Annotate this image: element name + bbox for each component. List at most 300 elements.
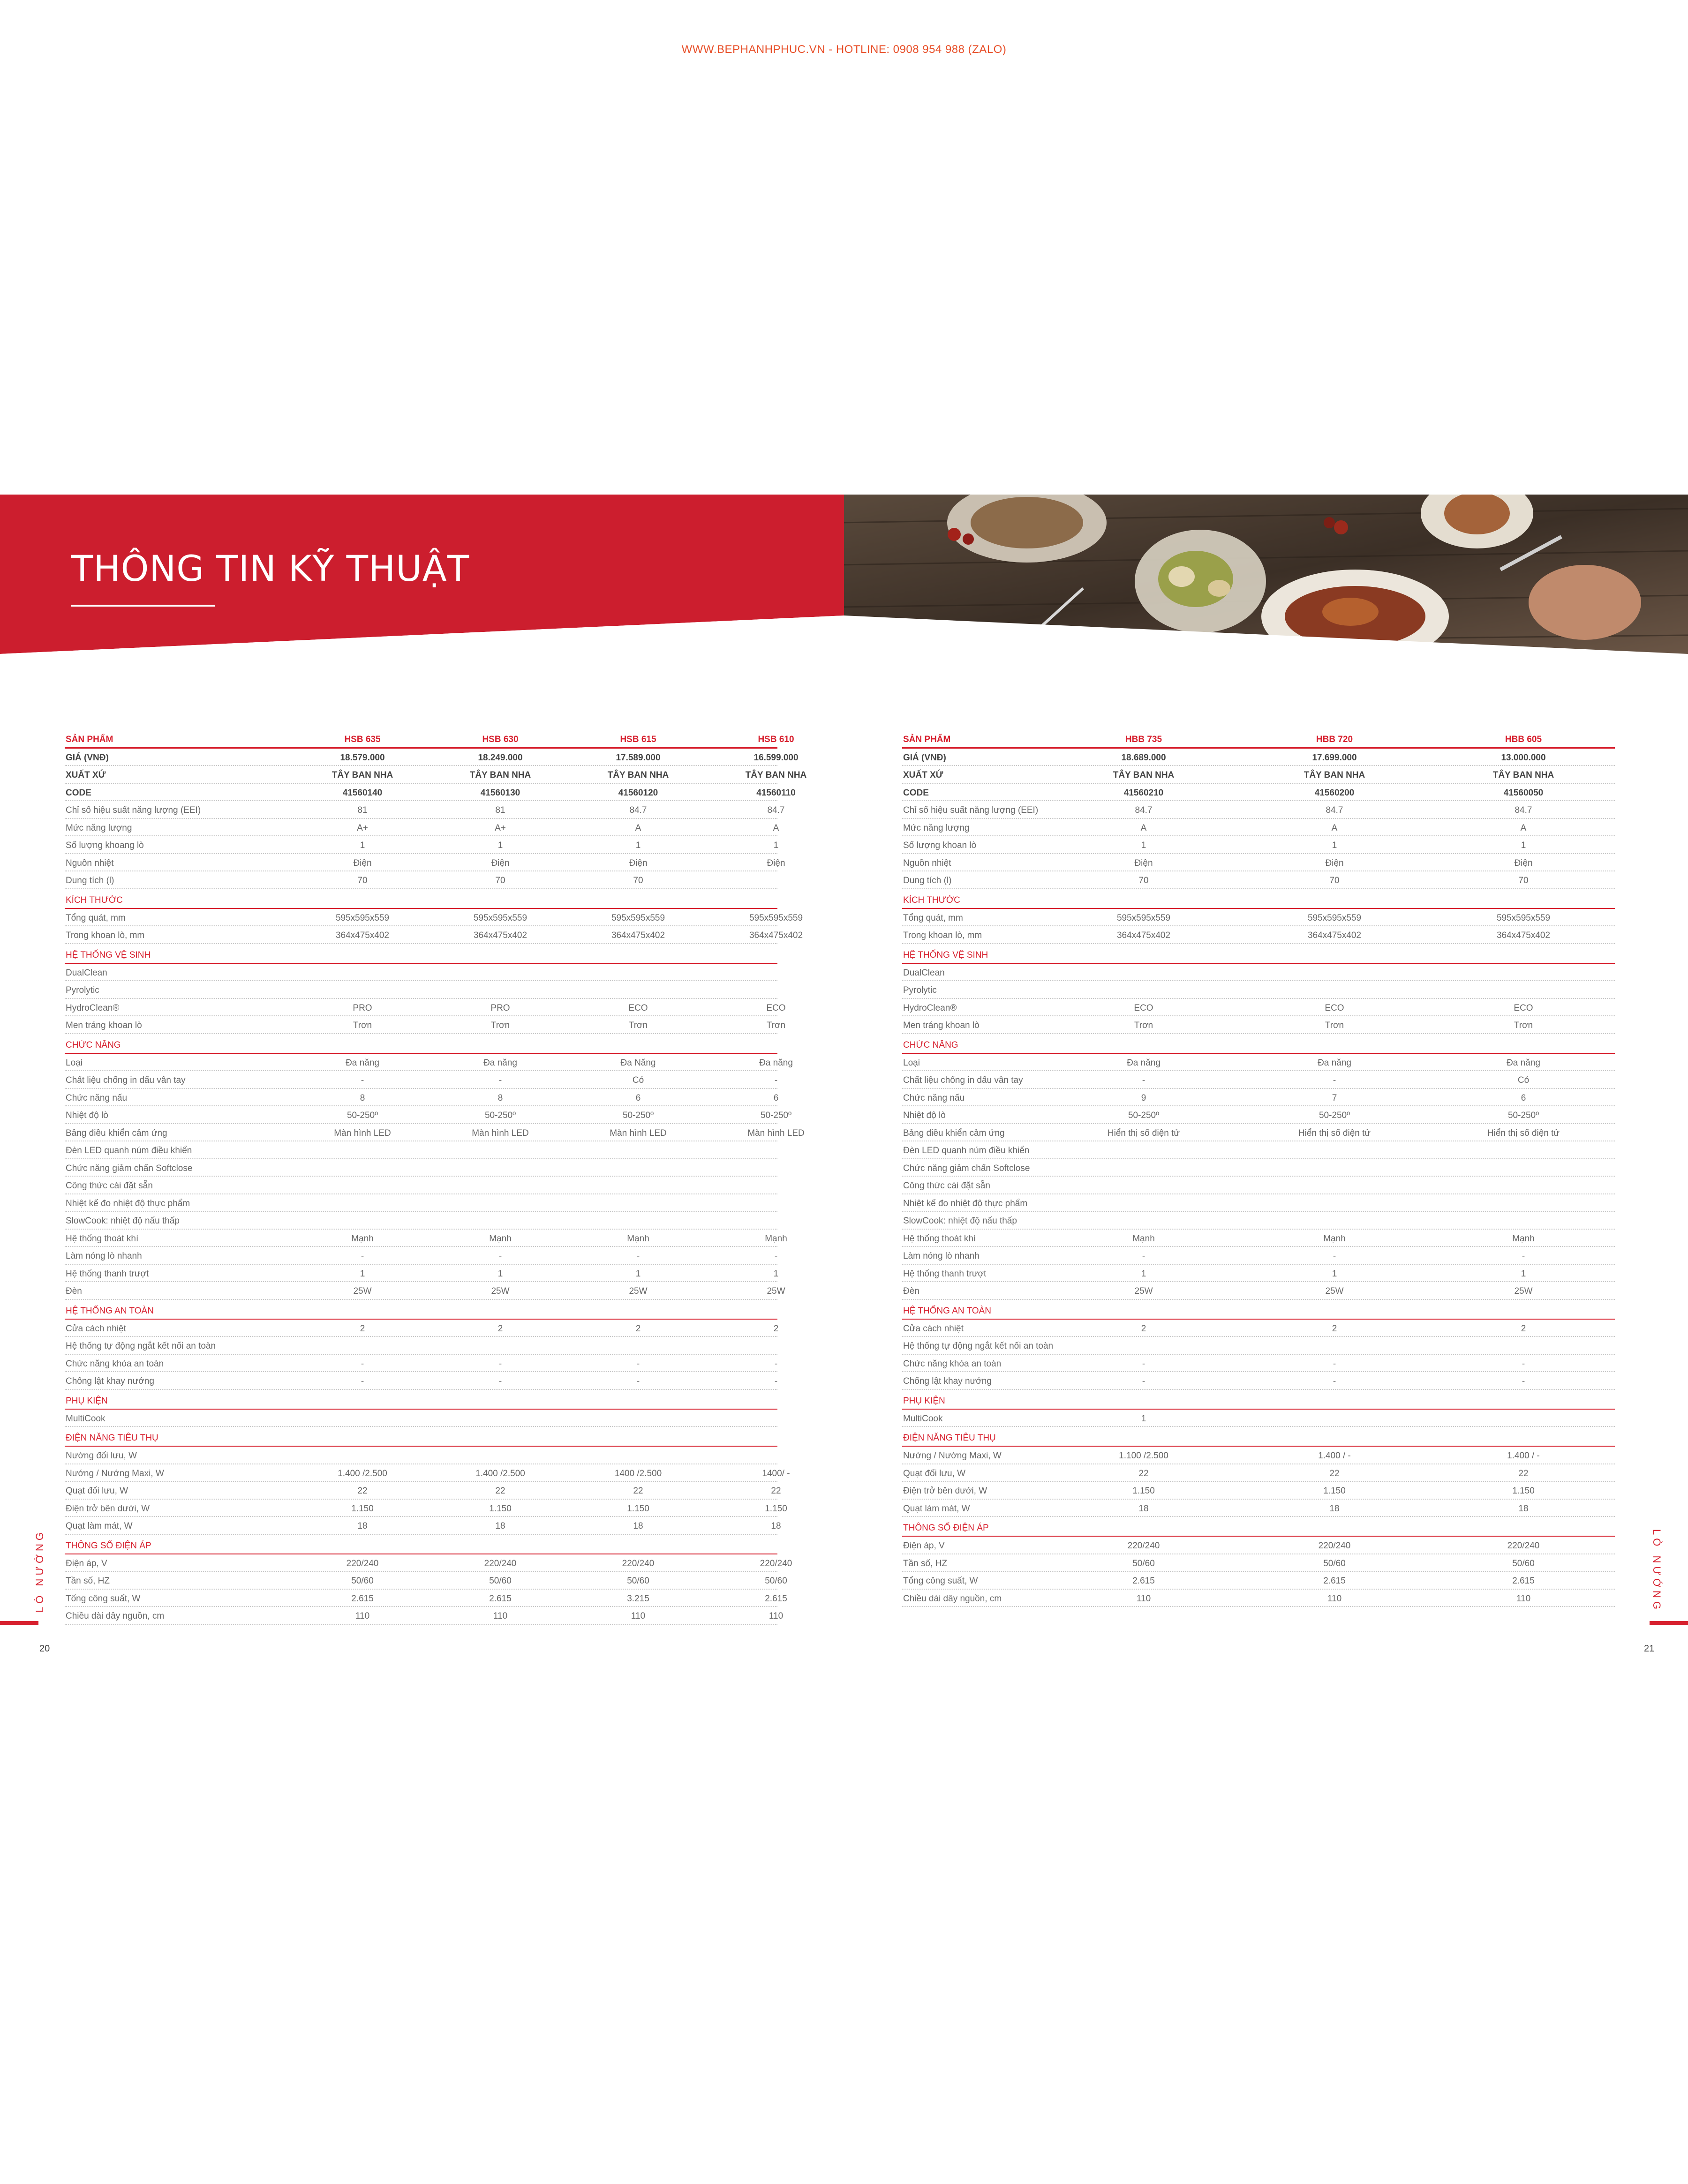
cell-value: - bbox=[1333, 1358, 1336, 1369]
table-row bbox=[902, 749, 1615, 766]
cell-value: 22 bbox=[1518, 1468, 1529, 1479]
table-row bbox=[902, 1410, 1615, 1427]
table-row bbox=[65, 1016, 786, 1034]
table-row bbox=[65, 819, 777, 837]
section-heading bbox=[902, 889, 1615, 909]
cell-value: Đa năng bbox=[1127, 1058, 1160, 1068]
cell-value: 1 bbox=[1141, 1268, 1146, 1279]
cell-value: Màn hình LED bbox=[472, 1128, 529, 1138]
cell-value: 1.400 /2.500 bbox=[338, 1468, 387, 1479]
cell-value: 81 bbox=[357, 805, 368, 815]
cell-value: 50-250º bbox=[622, 1111, 654, 1120]
cell-value: 1.150 bbox=[489, 1503, 512, 1514]
cell-value: - bbox=[1142, 1251, 1145, 1261]
section-label: KÍCH THƯỚC bbox=[903, 895, 960, 905]
row-label: XUẤT XỨ bbox=[903, 770, 943, 780]
cell-value: 25W bbox=[1325, 1286, 1344, 1296]
row-label: Chiều dài dây nguồn, cm bbox=[66, 1611, 165, 1621]
cell-value: 41560110 bbox=[756, 788, 796, 798]
cell-value: 595x595x559 bbox=[611, 913, 665, 923]
cell-value: 220/240 bbox=[760, 1558, 792, 1569]
row-label: Chức năng khóa an toàn bbox=[903, 1358, 1002, 1369]
cell-value: Hiển thị số điện tử bbox=[1487, 1128, 1560, 1138]
section-heading bbox=[902, 1034, 1615, 1054]
row-label: Tổng quát, mm bbox=[66, 913, 126, 923]
table-row bbox=[902, 1265, 1615, 1283]
cell-value: 50-250º bbox=[1319, 1111, 1350, 1120]
cell-value: 22 bbox=[771, 1486, 781, 1496]
cell-value: - bbox=[1333, 1251, 1336, 1261]
row-label: Pyrolytic bbox=[903, 985, 937, 995]
row-label: DualClean bbox=[903, 968, 945, 978]
cell-value: 110 bbox=[769, 1611, 784, 1621]
model-name: HBB 720 bbox=[1316, 735, 1353, 744]
table-row bbox=[65, 766, 807, 784]
cell-value: 110 bbox=[631, 1611, 646, 1621]
model-name: HBB 605 bbox=[1505, 735, 1542, 744]
cell-value: 364x475x402 bbox=[749, 931, 803, 940]
table-row bbox=[65, 909, 803, 927]
cell-value: TÂY BAN NHA bbox=[1492, 770, 1554, 780]
page-number-left: 20 bbox=[39, 1644, 50, 1654]
cell-value: 1 bbox=[635, 841, 641, 850]
table-row bbox=[902, 1071, 1615, 1089]
cell-value: 595x595x559 bbox=[1307, 913, 1362, 923]
cell-value: - bbox=[774, 1075, 778, 1085]
spec-table-left bbox=[65, 730, 807, 1625]
cell-value: 84.7 bbox=[1515, 805, 1532, 815]
cell-value: Điện bbox=[1514, 858, 1533, 868]
row-label: Nhiệt kế đo nhiệt độ thực phẩm bbox=[903, 1198, 1028, 1208]
table-row bbox=[902, 1124, 1615, 1142]
table-row bbox=[902, 981, 1615, 999]
row-label: Chức năng nấu bbox=[903, 1093, 965, 1103]
table-row bbox=[65, 1590, 787, 1607]
cell-value: 25W bbox=[1134, 1286, 1153, 1296]
row-label: Điện áp, V bbox=[66, 1558, 107, 1569]
cell-value: TÂY BAN NHA bbox=[469, 770, 531, 780]
cell-value: Có bbox=[632, 1075, 644, 1085]
cell-value: 41560120 bbox=[618, 788, 658, 798]
table-row bbox=[902, 1590, 1615, 1607]
cell-value: 1400 /2.500 bbox=[614, 1468, 662, 1479]
cell-value: 1 bbox=[1521, 841, 1526, 850]
table-row bbox=[65, 1124, 805, 1142]
table-row bbox=[65, 964, 777, 982]
cell-value: 1.400 / - bbox=[1507, 1451, 1540, 1461]
cell-value: 18 bbox=[1518, 1503, 1529, 1514]
cell-value: Màn hình LED bbox=[610, 1128, 667, 1138]
cell-value: Điện bbox=[767, 858, 785, 868]
table-row bbox=[902, 1016, 1615, 1034]
cell-value: - bbox=[774, 1358, 778, 1369]
section-heading bbox=[65, 944, 777, 964]
table-row bbox=[902, 1106, 1615, 1124]
page-number-right: 21 bbox=[1644, 1644, 1655, 1654]
cell-value: TÂY BAN NHA bbox=[332, 770, 393, 780]
cell-value: - bbox=[361, 1376, 364, 1386]
cell-value: A bbox=[635, 823, 641, 833]
cell-value: 17.589.000 bbox=[616, 752, 661, 763]
cell-value: 25W bbox=[353, 1286, 372, 1296]
cell-value: 1.150 bbox=[1512, 1486, 1535, 1496]
side-label-left: LÒ NƯỚNG bbox=[34, 1529, 45, 1613]
cell-value: 41560130 bbox=[480, 788, 520, 798]
cell-value: 220/240 bbox=[1507, 1541, 1540, 1551]
table-row bbox=[902, 1447, 1615, 1464]
table-row bbox=[902, 926, 1615, 944]
table-header bbox=[902, 730, 1615, 749]
cell-value: 18 bbox=[1138, 1503, 1149, 1514]
row-label: Đèn LED quanh núm điều khiển bbox=[903, 1146, 1030, 1156]
row-label: CODE bbox=[903, 788, 929, 798]
section-heading bbox=[902, 1390, 1615, 1410]
table-row bbox=[902, 1212, 1615, 1230]
cell-value: 110 bbox=[355, 1611, 370, 1621]
row-label: Chất liệu chống in dấu vân tay bbox=[903, 1075, 1023, 1085]
table-row bbox=[65, 1194, 777, 1212]
table-row bbox=[65, 1500, 787, 1517]
table-row bbox=[65, 1141, 777, 1159]
cell-value: Hiển thị số điện tử bbox=[1107, 1128, 1180, 1138]
table-row bbox=[65, 981, 777, 999]
table-row bbox=[65, 1054, 793, 1072]
table-row bbox=[65, 1410, 777, 1427]
table-row bbox=[65, 1607, 784, 1625]
side-bar-left bbox=[0, 1621, 38, 1625]
table-row bbox=[902, 1482, 1615, 1500]
cell-value: 364x475x402 bbox=[473, 931, 528, 940]
table-row bbox=[65, 801, 785, 819]
cell-value: 364x475x402 bbox=[1307, 931, 1362, 940]
table-row bbox=[902, 909, 1615, 927]
section-heading bbox=[65, 1390, 777, 1410]
cell-value: - bbox=[636, 1358, 640, 1369]
cell-value: 41560050 bbox=[1503, 788, 1544, 798]
table-row bbox=[65, 871, 777, 889]
cell-value: A bbox=[1140, 823, 1147, 833]
cell-value: Điện bbox=[353, 858, 372, 868]
cell-value: 6 bbox=[635, 1093, 641, 1103]
row-label: Tần số, HZ bbox=[66, 1576, 110, 1586]
cell-value: 1.400 / - bbox=[1318, 1451, 1351, 1461]
row-label: SlowCook: nhiệt độ nấu thấp bbox=[66, 1216, 180, 1226]
row-label: Mức năng lượng bbox=[66, 823, 132, 833]
row-label: Nướng đối lưu, W bbox=[66, 1451, 137, 1461]
table-row bbox=[902, 1089, 1615, 1107]
cell-value: 220/240 bbox=[622, 1558, 655, 1569]
row-label: HydroClean® bbox=[66, 1003, 120, 1013]
row-label: GIÁ (VNĐ) bbox=[66, 752, 109, 763]
row-label: Hệ thống tự động ngắt kết nối an toàn bbox=[66, 1341, 216, 1351]
row-label: Trong khoan lò, mm bbox=[66, 931, 145, 940]
row-label: Làm nóng lò nhanh bbox=[66, 1251, 142, 1261]
cell-value: Trơn bbox=[1325, 1021, 1344, 1030]
cell-value: 50/60 bbox=[765, 1576, 787, 1586]
cell-value: Mạnh bbox=[489, 1233, 512, 1244]
table-row bbox=[902, 1159, 1615, 1177]
table-row bbox=[65, 784, 796, 802]
cell-value: Điện bbox=[491, 858, 510, 868]
cell-value: 22 bbox=[357, 1486, 368, 1496]
table-row bbox=[65, 926, 803, 944]
cell-value: Đa năng bbox=[346, 1058, 379, 1068]
table-row bbox=[65, 1355, 777, 1373]
row-label: Nhiệt kế đo nhiệt độ thực phẩm bbox=[66, 1198, 190, 1208]
cell-value: Mạnh bbox=[1132, 1233, 1155, 1244]
cell-value: - bbox=[636, 1376, 640, 1386]
row-label: Dung tích (l) bbox=[903, 876, 952, 886]
table-row bbox=[65, 749, 799, 766]
cell-value: 2 bbox=[497, 1323, 503, 1334]
cell-value: 2 bbox=[360, 1323, 365, 1334]
row-label: Bảng điều khiển cảm ứng bbox=[66, 1128, 167, 1138]
table-row bbox=[902, 1194, 1615, 1212]
cell-value: 1400/ - bbox=[762, 1468, 790, 1479]
table-row bbox=[902, 854, 1615, 872]
cell-value: 1 bbox=[1141, 1413, 1146, 1424]
cell-value: 595x595x559 bbox=[1116, 913, 1171, 923]
row-label: Hệ thống thanh trượt bbox=[66, 1268, 149, 1279]
table-row bbox=[902, 1500, 1615, 1517]
table-row bbox=[65, 1572, 787, 1590]
model-name: HSB 610 bbox=[758, 735, 794, 744]
section-label: THÔNG SỐ ĐIỆN ÁP bbox=[903, 1523, 989, 1533]
cell-value: 364x475x402 bbox=[335, 931, 390, 940]
cell-value: 70 bbox=[1329, 876, 1340, 886]
section-label: CHỨC NĂNG bbox=[66, 1040, 121, 1050]
page-title: THÔNG TIN KỸ THUẬT bbox=[71, 548, 470, 589]
table-row bbox=[65, 1337, 777, 1355]
cell-value: 17.699.000 bbox=[1312, 752, 1357, 763]
cell-value: ECO bbox=[628, 1003, 648, 1013]
table-row bbox=[902, 1230, 1615, 1247]
cell-value: Điện bbox=[1325, 858, 1344, 868]
table-row bbox=[902, 1337, 1615, 1355]
section-heading bbox=[65, 1535, 777, 1554]
section-heading bbox=[902, 1427, 1615, 1447]
table-row bbox=[902, 1355, 1615, 1373]
row-label: Chức năng giảm chấn Softclose bbox=[903, 1163, 1030, 1173]
cell-value: 70 bbox=[1518, 876, 1529, 886]
section-label: KÍCH THƯỚC bbox=[66, 895, 123, 905]
side-label-right: LÒ NƯỚNG bbox=[1651, 1529, 1663, 1613]
cell-value: PRO bbox=[490, 1003, 510, 1013]
table-row bbox=[902, 1282, 1615, 1300]
cell-value: 8 bbox=[497, 1093, 503, 1103]
table-row bbox=[902, 1054, 1615, 1072]
cell-value: 84.7 bbox=[1135, 805, 1153, 815]
cell-value: 18.689.000 bbox=[1121, 752, 1166, 763]
cell-value: - bbox=[1522, 1358, 1525, 1369]
cell-value: 50-250º bbox=[484, 1111, 516, 1120]
section-label: THÔNG SỐ ĐIỆN ÁP bbox=[66, 1540, 151, 1551]
cell-value: 7 bbox=[1332, 1093, 1337, 1103]
table-row bbox=[65, 999, 786, 1017]
cell-value: 50/60 bbox=[1512, 1558, 1535, 1569]
cell-value: A bbox=[1331, 823, 1338, 833]
table-row bbox=[902, 819, 1615, 837]
row-label: Quạt đối lưu, W bbox=[903, 1468, 966, 1479]
section-heading bbox=[902, 944, 1615, 964]
section-label: HỆ THỐNG VỆ SINH bbox=[903, 950, 988, 960]
cell-value: 595x595x559 bbox=[749, 913, 803, 923]
row-label: Hệ thống tự động ngắt kết nối an toàn bbox=[903, 1341, 1054, 1351]
cell-value: - bbox=[361, 1358, 364, 1369]
row-label: Quạt đối lưu, W bbox=[66, 1486, 128, 1496]
cell-value: 1 bbox=[360, 1268, 365, 1279]
cell-value: - bbox=[498, 1075, 502, 1085]
cell-value: 110 bbox=[1327, 1593, 1342, 1604]
cell-value: 41560140 bbox=[342, 788, 383, 798]
table-row bbox=[902, 784, 1615, 802]
cell-value: - bbox=[361, 1075, 364, 1085]
cell-value: 1 bbox=[360, 841, 365, 850]
cell-value: 1 bbox=[1521, 1268, 1526, 1279]
cell-value: - bbox=[1333, 1075, 1336, 1085]
section-heading bbox=[902, 1300, 1615, 1320]
row-label: Hệ thống thanh trượt bbox=[903, 1268, 987, 1279]
cell-value: 1.400 /2.500 bbox=[475, 1468, 525, 1479]
cell-value: 70 bbox=[495, 876, 505, 886]
table-row bbox=[65, 1265, 777, 1283]
cell-value: 6 bbox=[773, 1093, 779, 1103]
cell-value: 25W bbox=[767, 1286, 785, 1296]
cell-value: 220/240 bbox=[346, 1558, 379, 1569]
cell-value: 50/60 bbox=[1323, 1558, 1346, 1569]
cell-value: A bbox=[1520, 823, 1527, 833]
row-label: Loại bbox=[903, 1058, 920, 1068]
cell-value: 18 bbox=[357, 1521, 368, 1531]
cell-value: Điện bbox=[1134, 858, 1153, 868]
cell-value: 220/240 bbox=[1318, 1541, 1351, 1551]
cell-value: 110 bbox=[493, 1611, 508, 1621]
cell-value: - bbox=[361, 1251, 364, 1261]
cell-value: 81 bbox=[495, 805, 505, 815]
cell-value: 1 bbox=[635, 1268, 641, 1279]
cell-value: 1.150 bbox=[351, 1503, 374, 1514]
cell-value: 3.215 bbox=[627, 1593, 649, 1604]
cell-value: 2 bbox=[1332, 1323, 1337, 1334]
section-label: CHỨC NĂNG bbox=[903, 1040, 958, 1050]
cell-value: TÂY BAN NHA bbox=[1113, 770, 1175, 780]
spec-table-right bbox=[902, 730, 1615, 1607]
row-label: Chức năng nấu bbox=[66, 1093, 128, 1103]
row-label: Nhiệt độ lò bbox=[66, 1111, 108, 1120]
cell-value: 50/60 bbox=[627, 1576, 649, 1586]
row-label: Quạt làm mát, W bbox=[66, 1521, 133, 1531]
table-row bbox=[65, 854, 785, 872]
cell-value: 2 bbox=[1141, 1323, 1146, 1334]
cell-value: 41560210 bbox=[1123, 788, 1164, 798]
cell-value: 364x475x402 bbox=[611, 931, 665, 940]
cell-value: 70 bbox=[1138, 876, 1149, 886]
cell-value: A bbox=[773, 823, 779, 833]
table-row bbox=[902, 766, 1615, 784]
table-row bbox=[65, 1282, 785, 1300]
row-label: Số lượng khoang lò bbox=[66, 841, 144, 850]
hotline-banner: WWW.BEPHANHPHUC.VN - HOTLINE: 0908 954 988 (ZALO) bbox=[681, 43, 1007, 56]
table-row bbox=[65, 836, 777, 854]
row-label: Pyrolytic bbox=[66, 985, 99, 995]
cell-value: Điện bbox=[629, 858, 648, 868]
row-label: Chất liệu chống in dấu vân tay bbox=[66, 1075, 186, 1085]
cell-value: 18 bbox=[633, 1521, 643, 1531]
table-row bbox=[902, 836, 1615, 854]
cell-value: Trơn bbox=[353, 1021, 372, 1030]
table-row bbox=[902, 964, 1615, 982]
section-label: HỆ THỐNG VỆ SINH bbox=[66, 950, 151, 960]
cell-value: Hiển thị số điện tử bbox=[1298, 1128, 1371, 1138]
table-row bbox=[902, 1464, 1615, 1482]
row-label: Chỉ số hiệu suất năng lượng (EEI) bbox=[903, 805, 1039, 815]
row-label: Công thức cài đặt sẵn bbox=[66, 1181, 153, 1191]
table-row bbox=[902, 1320, 1615, 1337]
row-label: Số lượng khoan lò bbox=[903, 841, 977, 850]
cell-value: 18 bbox=[771, 1521, 781, 1531]
cell-value: 364x475x402 bbox=[1496, 931, 1551, 940]
row-label: HydroClean® bbox=[903, 1003, 957, 1013]
section-heading bbox=[65, 1034, 777, 1054]
row-label: Mức năng lượng bbox=[903, 823, 970, 833]
cell-value: 22 bbox=[1138, 1468, 1149, 1479]
row-label: Nguồn nhiệt bbox=[66, 858, 114, 868]
cell-value: Mạnh bbox=[1323, 1233, 1346, 1244]
cell-value: Mạnh bbox=[351, 1233, 374, 1244]
cell-value: 22 bbox=[633, 1486, 643, 1496]
cell-value: Đa năng bbox=[483, 1058, 517, 1068]
header-label: SẢN PHẨM bbox=[66, 735, 113, 744]
cell-value: 2 bbox=[773, 1323, 779, 1334]
table-row bbox=[902, 801, 1615, 819]
cell-value: 364x475x402 bbox=[1116, 931, 1171, 940]
row-label: Đèn bbox=[903, 1286, 919, 1296]
row-label: Bảng điều khiển cảm ứng bbox=[903, 1128, 1005, 1138]
table-row bbox=[65, 1482, 781, 1500]
cell-value: PRO bbox=[353, 1003, 372, 1013]
cell-value: 8 bbox=[360, 1093, 365, 1103]
table-rows bbox=[65, 749, 807, 1625]
cell-value: 50-250º bbox=[1128, 1111, 1160, 1120]
table-row bbox=[65, 1372, 777, 1390]
cell-value: 50-250º bbox=[347, 1111, 378, 1120]
cell-value: 2.615 bbox=[1323, 1576, 1346, 1586]
cell-value: 16.599.000 bbox=[754, 752, 799, 763]
cell-value: Đa năng bbox=[759, 1058, 793, 1068]
cell-value: 1 bbox=[497, 841, 503, 850]
table-row bbox=[65, 1089, 777, 1107]
cell-value: 2.615 bbox=[351, 1593, 374, 1604]
cell-value: 9 bbox=[1141, 1093, 1146, 1103]
cell-value: 1 bbox=[497, 1268, 503, 1279]
section-label: HỆ THỐNG AN TOÀN bbox=[903, 1306, 991, 1316]
cell-value: 110 bbox=[1516, 1593, 1531, 1604]
row-label: Dung tích (l) bbox=[66, 876, 114, 886]
row-label: MultiCook bbox=[66, 1413, 106, 1424]
row-label: Tổng công suất, W bbox=[66, 1593, 141, 1604]
section-label: ĐIỆN NĂNG TIÊU THỤ bbox=[903, 1433, 996, 1443]
table-row bbox=[902, 999, 1615, 1017]
cell-value: Đa Năng bbox=[620, 1058, 656, 1068]
model-name: HSB 630 bbox=[482, 735, 519, 744]
cell-value: - bbox=[636, 1251, 640, 1261]
row-label: Men tráng khoan lò bbox=[903, 1021, 980, 1030]
cell-value: TÂY BAN NHA bbox=[1304, 770, 1365, 780]
row-label: Men tráng khoan lò bbox=[66, 1021, 142, 1030]
cell-value: TÂY BAN NHA bbox=[745, 770, 807, 780]
table-row bbox=[65, 1106, 792, 1124]
cell-value: - bbox=[1142, 1376, 1145, 1386]
